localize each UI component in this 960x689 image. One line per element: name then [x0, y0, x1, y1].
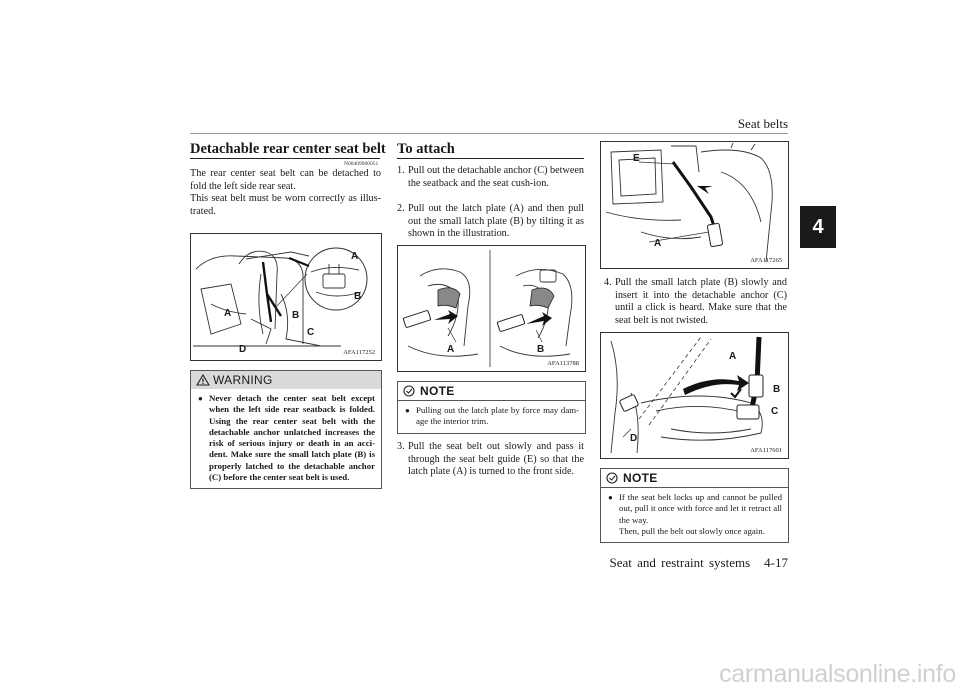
step-4 [604, 277, 787, 327]
warning-heading: WARNING [213, 373, 273, 387]
figure-label: B [354, 291, 362, 302]
intro-sentence-1: The rear center seat belt can be detached to fold the left side rear seat. [190, 168, 381, 192]
note-box [600, 468, 789, 543]
note-text: Then, pull the belt out slowly once again. [619, 525, 765, 536]
figure-label: B [773, 384, 781, 395]
figure-label: A [729, 351, 737, 362]
figure-label: A [224, 308, 232, 319]
figure-label: D [239, 344, 247, 355]
note-body [601, 488, 788, 542]
note-header [601, 469, 788, 488]
chapter-tab: 4 [800, 206, 836, 248]
bullet-icon: ● [198, 394, 203, 403]
note-text: Pulling out the latch plate by force may dam-age the interior trim. [416, 405, 579, 427]
step-number: 2. [397, 203, 405, 214]
warning-triangle-icon [196, 374, 210, 386]
step-number: 1. [397, 165, 405, 176]
note-heading: NOTE [420, 384, 455, 398]
bullet-icon: ● [405, 406, 410, 415]
step-number: 3. [397, 441, 405, 452]
step-3 [397, 441, 584, 479]
warning-header [191, 371, 381, 389]
figure-code: AFA117252 [343, 349, 375, 356]
figure-detachable-anchor [600, 332, 789, 459]
latch-plate-illustration [398, 246, 585, 371]
figure-code: AFA117265 [750, 257, 782, 264]
section-title-rule [190, 158, 380, 159]
note-icon [403, 385, 417, 397]
section-code: N00409900051 [344, 161, 379, 167]
figure-label: A [351, 251, 359, 262]
note-header [398, 382, 585, 401]
section-title-to-attach: To attach [397, 141, 455, 157]
note-icon [606, 472, 620, 484]
step-text: Pull out the latch plate (A) and then pull out the small latch plate (B) by tilting it as shown in the illustration. [408, 203, 584, 240]
bullet-icon: ● [608, 493, 613, 502]
figure-latch-plate [397, 245, 586, 372]
step-1 [397, 165, 584, 190]
figure-rear-seat-belt [190, 233, 382, 361]
header-rule [190, 133, 788, 134]
intro-paragraph [190, 168, 381, 218]
warning-text: Never detach the center seat belt except when the left side rear seatback is folded. Using the rear center seat belt with the detachable anchor unlatched increases the risk of serious injury or death in an acci-dent. Make sure the small latch plate (B) is properly latched to the detachable anchor (C) before the center seat belt is used. [209, 393, 375, 483]
warning-body [191, 389, 381, 488]
step-text: Pull the seat belt out slowly and pass it through the seat belt guide (E) so that the latch plate (A) is turned to the front side. [408, 441, 584, 478]
step-2 [397, 203, 584, 241]
note-box [397, 381, 586, 434]
step-text: Pull out the detachable anchor (C) between the seatback and the seat cush-ion. [408, 165, 584, 189]
figure-label: B [292, 310, 300, 321]
section-title-rule [397, 158, 584, 159]
intro-sentence-2: This seat belt must be worn correctly as illus-trated. [190, 193, 381, 217]
figure-label: C [771, 406, 779, 417]
figure-label: E [633, 153, 640, 164]
warning-box [190, 370, 382, 489]
note-text: If the seat belt locks up and cannot be pulled out, pull it once with force and let it retract all the way. [619, 492, 782, 525]
figure-label: B [537, 344, 545, 355]
figure-code: AFA113788 [547, 360, 579, 367]
note-heading: NOTE [623, 471, 658, 485]
section-title-detachable: Detachable rear center seat belt [190, 141, 386, 157]
step-text: Pull the small latch plate (B) slowly and insert it into the detachable anchor (C) until a click is heard. Make sure that the seat belt is not twisted. [615, 277, 787, 326]
figure-label: A [654, 238, 662, 249]
running-header: Seat belts [737, 116, 788, 131]
figure-label: C [307, 327, 315, 338]
footer-chapter-name: Seat and restraint systems [609, 555, 751, 570]
figure-code: AFA117601 [750, 447, 782, 454]
figure-label: A [447, 344, 455, 355]
figure-label: D [630, 433, 638, 444]
step-number: 4. [604, 277, 612, 288]
footer-page-number: 4-17 [764, 555, 788, 570]
watermark: carmanualsonline.info [719, 660, 956, 688]
seat-belt-guide-illustration [601, 142, 788, 268]
page-footer [595, 555, 788, 571]
figure-seat-belt-guide [600, 141, 789, 269]
note-body [398, 401, 585, 433]
